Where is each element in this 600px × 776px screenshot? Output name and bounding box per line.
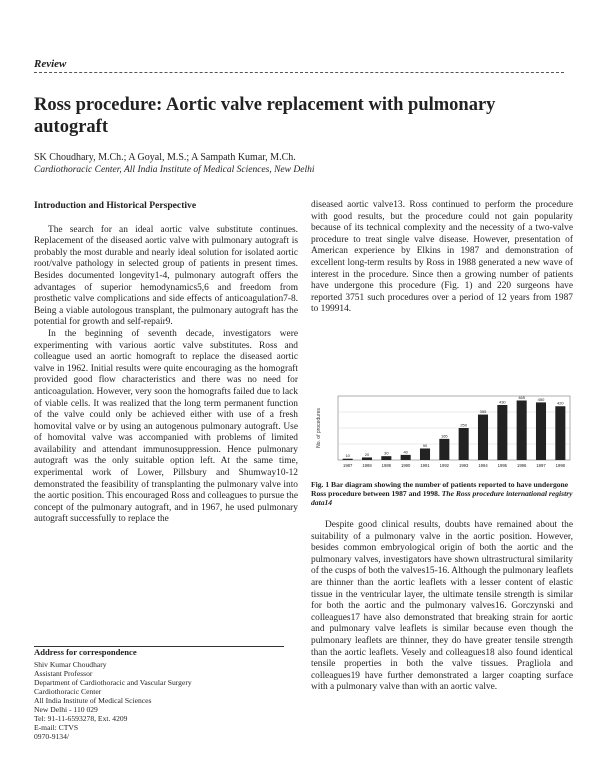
x-tick-label: 1989 [381, 463, 391, 468]
correspondence-line: Tel: 91-11-6593278, Ext. 4209 [34, 714, 128, 723]
bar-value-label: 250 [460, 422, 468, 428]
figure-1-bar-chart [312, 390, 574, 475]
x-tick-label: 1992 [439, 463, 449, 468]
bar [555, 406, 565, 460]
paragraph: diseased aortic valve13. Ross continued to perform the procedure with good results, but the procedure could not gain popularity because of its technical complexity and the necessity of a two-valve procedure to treat single valve disease. However, presentation of American experience by Elkins in 1987 and demonstration of excellent long-term results by Ross in 1988 generated a new wave of interest in the procedure. Since then a growing number of patients have undergone this procedure (Fig. 1) and 220 surgeons have reported 3751 such procedures over a period of 12 years from 1987 to 199914. [311, 200, 573, 315]
section-rule [34, 72, 564, 73]
article-authors: SK Choudhary, M.Ch.; A Goyal, M.S.; A Sampath Kumar, M.Ch. [34, 152, 296, 163]
correspondence-block [34, 648, 274, 741]
section-heading: Introduction and Historical Perspective [34, 200, 197, 211]
y-axis-label: No. of procedures [316, 408, 322, 448]
article-title: Ross procedure: Aortic valve replacement with pulmonary autograft [34, 95, 496, 137]
bar-value-label: 40 [403, 449, 408, 455]
bar [420, 448, 430, 460]
x-tick-label: 1998 [555, 463, 565, 468]
paragraph: The search for an ideal aortic valve substitute continues. Replacement of the diseased aortic valve with pulmonary autograft is probably the most durable and nearly ideal solution for isolated aortic root/valve pathology in selected group of patients in present times. Besides documented longevity1-4, pulmonary autograft offers the advantages of superior hemodynamics5,6 and freedom from prosthetic valve complications and side effects of anticoagulation7-8. Being a viable autologous transplant, the pulmonary autograft has the potential for growth and self-repair9. [34, 224, 298, 328]
figure-caption [311, 480, 573, 508]
x-tick-label: 1997 [536, 463, 546, 468]
bar-value-label: 420 [556, 400, 564, 406]
right-column-bottom [311, 520, 573, 694]
x-tick-label: 1993 [459, 463, 469, 468]
x-tick-label: 1995 [497, 463, 507, 468]
bar-value-label: 355 [479, 409, 487, 415]
x-tick-label: 1988 [362, 463, 372, 468]
bar-value-label: 430 [498, 399, 506, 405]
correspondence-line: New Delhi - 110 029 [34, 705, 98, 714]
article-affiliation: Cardiothoracic Center, All India Institute of Medical Sciences, New Delhi [34, 165, 315, 175]
caption-text: Bar diagram showing the number of patients reported to have undergone Ross procedure between 1987 and 1998. [311, 480, 569, 499]
bar [362, 457, 372, 460]
bar [343, 459, 353, 460]
bar-value-label: 450 [537, 396, 545, 402]
correspondence-line: Shiv Kumar Choudhary [34, 660, 107, 669]
bar [478, 415, 488, 460]
right-column-top [311, 200, 573, 316]
bar-value-label: 30 [384, 450, 389, 456]
correspondence-line: Department of Cardiothoracic and Vascular Surgery [34, 678, 192, 687]
bar [439, 439, 449, 460]
bar-value-label: 20 [364, 451, 370, 457]
x-tick-label: 1987 [343, 463, 353, 468]
caption-source: The Ross procedure international registry data14 [311, 489, 573, 508]
bar [536, 402, 546, 460]
bar [459, 428, 469, 460]
x-tick-label: 1990 [401, 463, 411, 468]
x-tick-label: 1994 [478, 463, 488, 468]
correspondence-line: 0970-9134/ [34, 732, 70, 741]
x-tick-label: 1996 [517, 463, 527, 468]
section-label: Review [34, 58, 67, 70]
correspondence-heading: Address for correspondence [34, 647, 137, 657]
paragraph: Despite good clinical results, doubts have remained about the suitability of a pulmonary valve in the aortic position. However, besides common embryological origin of both the aortic and the pulmonary valves, investigators have shown ultrastructural similarity of the cusps of both the valves15-16. Although the pulmonary leaflets are thinner than the aortic leaflets with a lesser content of elastic tissue in the ventricular layer, the ultimate tensile strength is similar for both the aortic and the pulmonary valves16. Gorczynski and colleagues17 have also demonstrated that breaking strain for aortic and pulmonary valve leaflets is similar because even though the pulmonary leaflets are thinner, they do have greater tensile strength than the aortic leaflets. Vesely and colleagues18 also found identical tensile properties in both the valve tissues. Pragliola and colleagues19 have further demonstrated a larger coapting surface with a pulmonary valve than with an aortic valve. [311, 520, 573, 693]
bar-value-label: 90 [422, 442, 428, 448]
bar [381, 456, 391, 460]
bar [401, 455, 411, 460]
bar-value-label: 165 [440, 433, 448, 439]
paragraph: In the beginning of seventh decade, investigators were experimenting with various aortic valve substitutes. Ross and colleague used an aortic homograft to replace the diseased aortic valve in 1962. Initial results were quite encouraging as the homograft provided good flow characteristics and there was no need for anticoagulation. However, very soon the homografts failed due to lack of viable cells. It was realized that the long term permanent function of the valve could only be achieved either with use of a fresh homovital valve or by using an autogenous pulmonary autograft. Use of homovital valve was accompanied with problems of limited availability and attendant immunosuppression. Hence pulmonary autograft was the only suitable option left. At the same time, experimental work of Lower, Pillsbury and Shumway10-12 demonstrated the feasibility of transplanting the pulmonary valve into the aortic position. This encouraged Ross and colleagues to pursue the concept of the pulmonary autograft, and in 1967, he used pulmonary autograft successfully to replace the [34, 328, 298, 525]
bar-value-label: 465 [518, 394, 526, 400]
x-tick-label: 1991 [420, 463, 430, 468]
left-column [34, 200, 298, 526]
bar [517, 400, 527, 460]
correspondence-line: Cardiothoracic Center [34, 687, 102, 696]
bar-value-label: 10 [345, 453, 350, 459]
bar [497, 405, 507, 460]
correspondence-line: E-mail: CTVS [34, 723, 79, 732]
correspondence-line: All India Institute of Medical Sciences [34, 696, 152, 705]
caption-label: Fig. 1 [311, 480, 330, 489]
correspondence-line: Assistant Professor [34, 669, 93, 678]
